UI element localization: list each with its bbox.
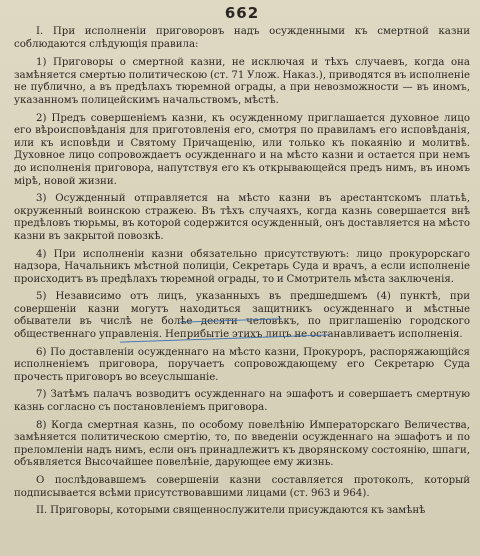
rule-2: 2) Предъ совершеніемъ казни, къ осужденному приглашается духовное лицо его вѣроисповѣданія для приготовленія его, смотря по правиламъ его исповѣданія, или къ исповѣди и Святому Причащенію, или только къ покаянію и молитвѣ. Духовное лицо сопровождаетъ осужденнаго и на мѣсто казни и остается при немъ до исполненія приговора, напутствуя его къ открывающейся предъ нимъ, въ иномъ мірѣ, новой жизни. xyxy=(14,112,470,187)
protocol-note: О послѣдовавшемъ совершеніи казни составляется протоколъ, который подписывается всѣми присутствовавшими лицами (ст. 963 и 964). xyxy=(14,475,470,499)
section-two-start: II. Приговоры, которыми священнослужители присуждаются къ замѣнѣ xyxy=(36,505,426,517)
rule-6: 6) По доставленіи осужденнаго на мѣсто казни, Прокуроръ, распоряжающійся исполненіемъ приговора, поручаетъ сопровождающему его Секретарю Суда прочесть приговоръ во всеуслышаніе. xyxy=(14,346,470,383)
rule-3: 3) Осужденный отправляется на мѣсто казни въ арестантскомъ платьѣ, окруженный воинскою стражею. Въ тѣхъ случаяхъ, когда казнь совершается внѣ предѣловъ тюрьмы, въ которой содержится осужденный, онъ доставляется на мѣсто казни въ закрытой повозкѣ. xyxy=(14,193,470,242)
rule-7: 7) Затѣмъ палачъ возводитъ осужденнаго на эшафотъ и совершаетъ смертную казнь согласно съ постановленіемъ приговора. xyxy=(14,389,470,414)
rule-1: 1) Приговоры о смертной казни, не исключая и тѣхъ случаевъ, когда она замѣняется смертью политическою (ст. 71 Улож. Наказ.), приводятся въ исполненіе не публично, а въ предѣлахъ тюремной ограды, а при невозможности — въ иномъ, указанномъ полицейскимъ начальствомъ, мѣстѣ. xyxy=(14,57,470,106)
rule-8: 8) Когда смертная казнь, по особому повелѣнію Императорскаго Величества, замѣняется политическою смертію, то, по введеніи осужденнаго на эшафотъ и по преломленіи надъ нимъ, если онъ принадлежитъ къ дворянскому состоянію, шпаги, объявляется Высочайшее повелѣніе, дарующее ему жизнь. xyxy=(14,419,470,469)
rule-5: 5) Независимо отъ лицъ, указанныхъ въ предшедшемъ (4) пунктѣ, при совершеніи казни могутъ находиться защитникъ осужденнаго и мѣстные обыватели въ числѣ не болѣе десяти человѣкъ, по приглашенію городского общественнаго управленія. Неприбытіе этихъ лицъ не останавливаетъ исполненія. xyxy=(14,291,470,341)
section-one-intro: I. При исполненіи приговоровъ надъ осужденными къ смертной казни соблюдаются слѣдующія правила: xyxy=(14,26,470,50)
rule-4: 4) При исполненіи казни обязательно присутствуютъ: лицо прокурорскаго надзора, Начальникъ мѣстной полиціи, Секретарь Суда и врачъ, а если исполненіе происходитъ въ предѣлахъ тюремной ограды, то и Смотритель мѣста заключенія. xyxy=(14,248,470,285)
page-number: 662 xyxy=(224,4,260,22)
